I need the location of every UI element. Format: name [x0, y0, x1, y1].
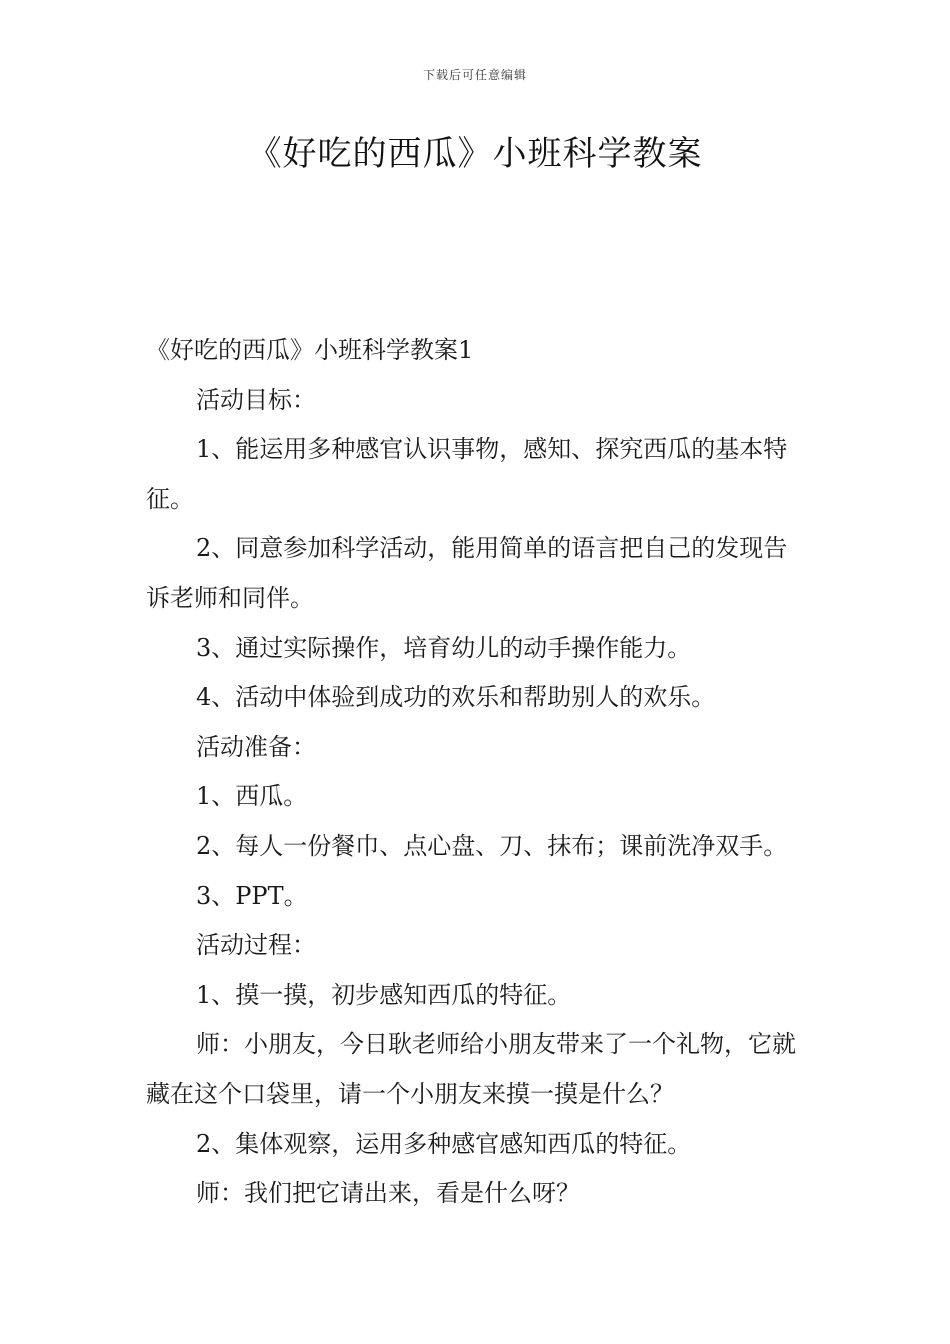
header-note: 下载后可任意编辑 — [422, 68, 527, 82]
paragraph: 3、PPT。 — [196, 881, 308, 910]
paragraph: 2、集体观察，运用多种感官感知西瓜的特征。 — [196, 1129, 692, 1158]
paragraph: 1、西瓜。 — [196, 782, 308, 811]
document-body — [146, 326, 811, 1219]
paragraph: 师：我们把它请出来，看是什么呀？ — [196, 1179, 580, 1208]
paragraph: 活动准备： — [196, 732, 316, 761]
paragraph: 活动目标： — [196, 385, 316, 414]
paragraph: 2、每人一份餐巾、点心盘、刀、抹布；课前洗净双手。 — [196, 831, 788, 860]
paragraph: 4、活动中体验到成功的欢乐和帮助别人的欢乐。 — [196, 683, 716, 712]
paragraph: 2、同意参加科学活动，能用简单的语言把自己的发现告诉老师和同伴。 — [146, 534, 788, 612]
paragraph: 师：小朋友，今日耿老师给小朋友带来了一个礼物，它就藏在这个口袋里，请一个小朋友来摸一摸是什么？ — [146, 1030, 796, 1108]
paragraph: 1、能运用多种感官认识事物，感知、探究西瓜的基本特征。 — [146, 435, 788, 513]
document-title: 《好吃的西瓜》小班科学教案 — [247, 134, 703, 174]
paragraph: 3、通过实际操作，培育幼儿的动手操作能力。 — [196, 633, 692, 662]
paragraph: 《好吃的西瓜》小班科学教案1 — [146, 336, 474, 364]
paragraph: 1、摸一摸，初步感知西瓜的特征。 — [196, 980, 572, 1009]
paragraph: 活动过程： — [196, 931, 316, 960]
